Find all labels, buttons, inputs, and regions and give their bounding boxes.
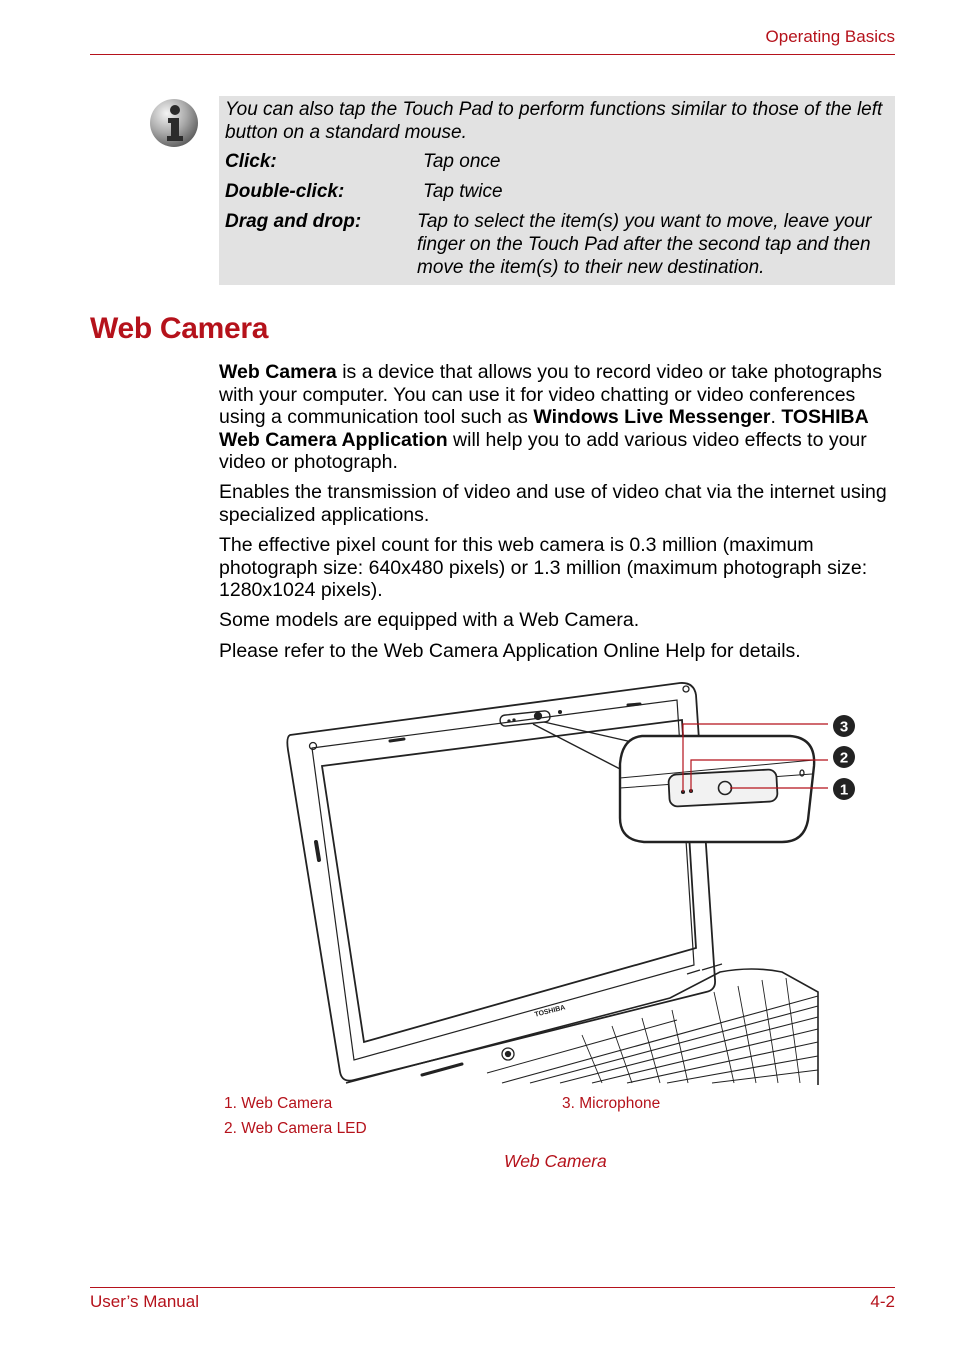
svg-text:2: 2 — [839, 749, 849, 767]
note-desc: Tap once — [423, 151, 501, 172]
paragraph: Enables the transmission of video and use of video chat via the internet using specialized applications. — [219, 481, 887, 527]
note-desc: Tap to select the item(s) you want to move, leave your finger on the Touch Pad after the second tap and then move the item(s) to their new destination. — [417, 211, 872, 278]
text-run: will help you to add various video effects to your video or photograph. — [219, 428, 867, 474]
legend-item-web-camera: 1. Web Camera — [224, 1095, 333, 1112]
note-row-click — [225, 150, 889, 173]
footer-manual-title: User’s Manual — [90, 1292, 199, 1311]
header-rule — [90, 54, 895, 55]
note-row-drag-and-drop — [225, 210, 889, 279]
bold-term: Web Camera — [219, 361, 337, 383]
brand-mark: TOSHIBA — [533, 1004, 567, 1019]
bold-term: TOSHIBA Web Camera Application — [219, 406, 869, 451]
paragraph: Some models are equipped with a Web Camera. — [219, 609, 640, 632]
text-run: is a device that allows you to record video or take photographs with your computer. You can use it for video chatting or video conferences using a communication tool such as — [219, 361, 883, 429]
page-number: 4-2 — [870, 1292, 895, 1311]
info-icon — [148, 97, 200, 149]
note-row-double-click — [225, 180, 889, 203]
footer-rule — [90, 1287, 895, 1288]
paragraph: The effective pixel count for this web camera is 0.3 million (maximum photograph size: 640x480 pixels) or 1.3 million (maximum photograph size: 1280x1024 pixels). — [219, 534, 868, 602]
note-intro: You can also tap the Touch Pad to perform functions similar to those of the left button on a standard mouse. — [225, 99, 883, 143]
callout-1 — [833, 778, 855, 800]
legend-item-microphone: 3. Microphone — [562, 1095, 661, 1112]
running-header: Operating Basics — [765, 27, 895, 46]
text-run: . — [770, 406, 782, 429]
callout-3 — [833, 715, 855, 737]
legend-item-web-camera-led: 2. Web Camera LED — [224, 1120, 367, 1137]
figure-caption: Web Camera — [504, 1151, 607, 1171]
note-box — [219, 96, 895, 285]
paragraph — [219, 361, 895, 474]
paragraph: Please refer to the Web Camera Application Online Help for details. — [219, 639, 801, 662]
section-title: Web Camera — [90, 312, 269, 345]
note-term: Click: — [225, 151, 277, 172]
body-text — [219, 361, 895, 670]
bold-term: Windows Live Messenger — [533, 406, 771, 429]
note-term: Double-click: — [225, 181, 345, 202]
laptop-illustration — [282, 680, 862, 1085]
callout-2 — [833, 746, 855, 768]
svg-text:3: 3 — [839, 718, 849, 736]
note-term: Drag and drop: — [225, 211, 362, 232]
zoom-cone — [533, 722, 632, 770]
svg-text:1: 1 — [839, 781, 849, 799]
note-desc: Tap twice — [423, 181, 503, 202]
